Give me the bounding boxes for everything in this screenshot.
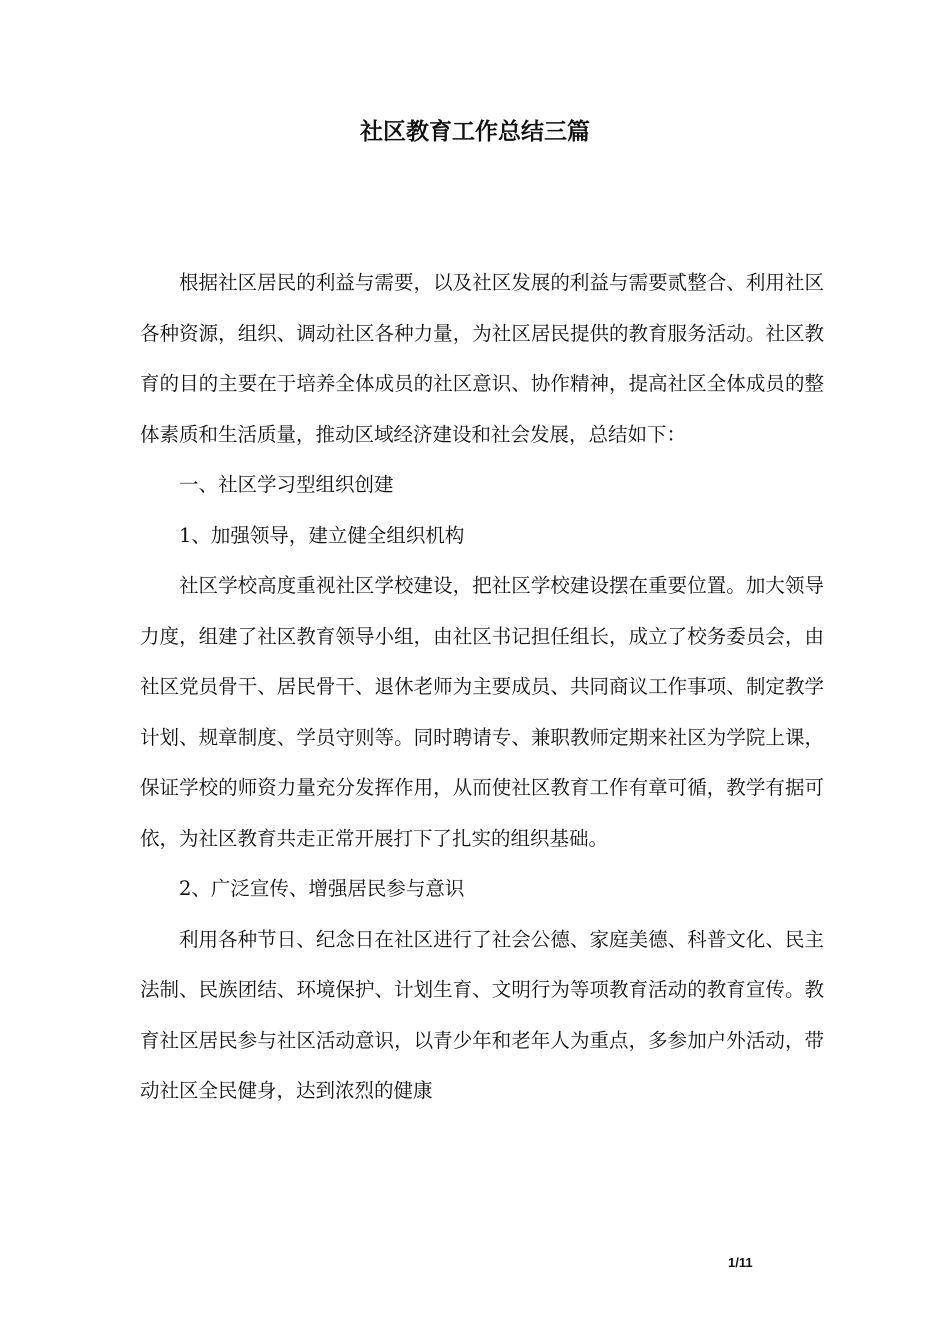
paragraph-intro: 根据社区居民的利益与需要，以及社区发展的利益与需要贰整合、利用社区各种资源，组织、调动社区各种力量，为社区居民提供的教育服务活动。社区教育的目的主要在于培养全体成员的社区意识、协作精神，提高社区全体成员的整体素质和生活质量，推动区域经济建设和社会发展，总结如下： (140, 271, 824, 446)
document-title: 社区教育工作总结三篇 (360, 119, 590, 145)
page-number: 1/11 (728, 1255, 753, 1270)
heading-section-1: 一、社区学习型组织创建 (179, 473, 394, 496)
heading-item-2: 2、广泛宣传、增强居民参与意识 (179, 877, 465, 900)
paragraph-publicity: 利用各种节日、纪念日在社区进行了社会公德、家庭美德、科普文化、民主法制、民族团结、环境保护、计划生育、文明行为等项教育活动的教育宣传。教育社区居民参与社区活动意识，以青少年和老年人为重点，多参加户外活动，带动社区全民健身，达到浓烈的健康 (140, 927, 824, 1102)
heading-item-1: 1、加强领导，建立健全组织机构 (179, 523, 465, 547)
document-body (140, 258, 824, 1117)
paragraph-leadership: 社区学校高度重视社区学校建设，把社区学校建设摆在重要位置。加大领导力度，组建了社区教育领导小组，由社区书记担任组长，成立了校务委员会，由社区党员骨干、居民骨干、退休老师为主要成员、共同商议工作事项、制定教学计划、规章制度、学员守则等。同时聘请专、兼职教师定期来社区为学院上课，保证学校的师资力量充分发挥作用，从而使社区教育工作有章可循，教学有据可依，为社区教育共走正常开展打下了扎实的组织基础。 (140, 574, 824, 850)
